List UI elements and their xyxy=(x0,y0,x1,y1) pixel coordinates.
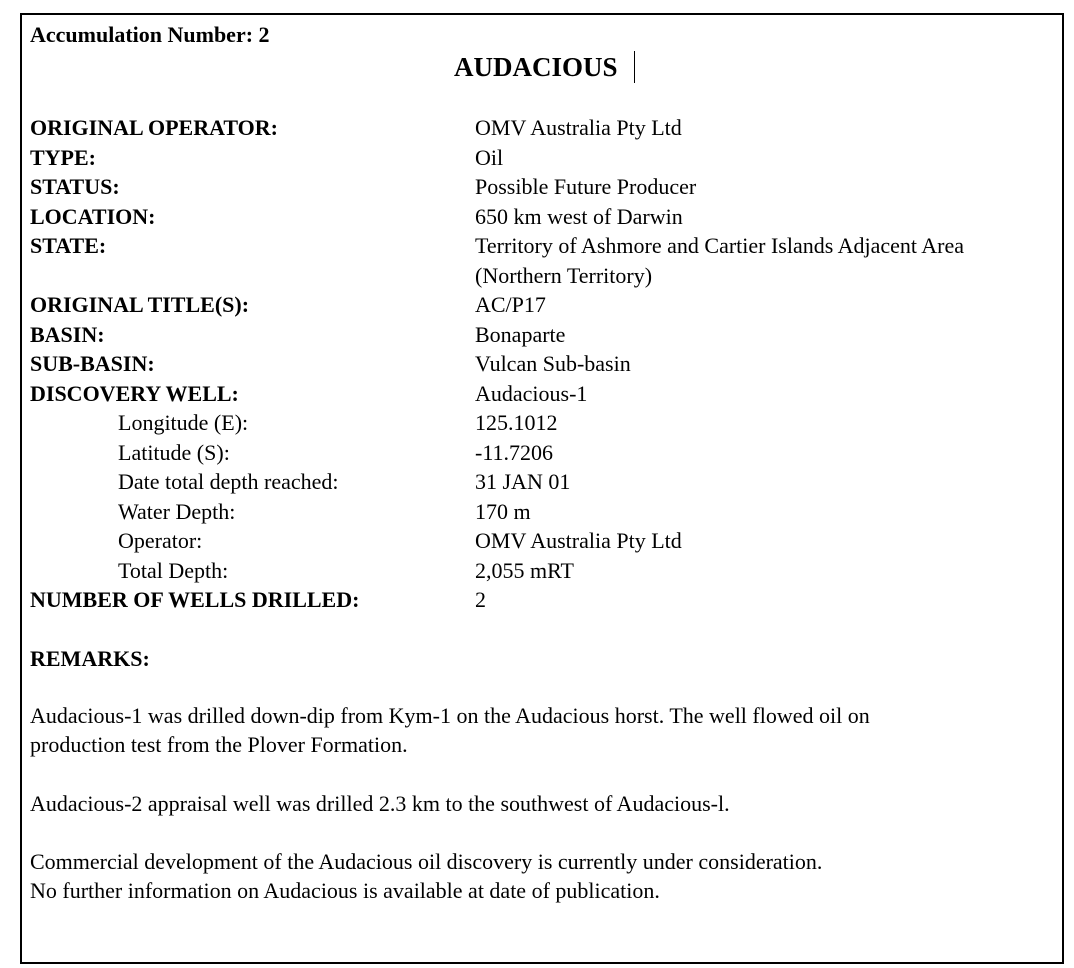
field-value: Vulcan Sub-basin xyxy=(475,351,631,376)
field-label: TYPE: xyxy=(30,144,96,170)
field-value: -11.7206 xyxy=(475,439,554,465)
field-row-location xyxy=(30,202,1050,232)
field-label: Longitude (E): xyxy=(118,410,249,435)
field-row-discovery-well xyxy=(30,379,1050,409)
accumulation-number: Accumulation Number: 2 xyxy=(30,22,270,47)
field-label: DISCOVERY WELL: xyxy=(30,380,239,406)
field-label: STATUS: xyxy=(30,174,120,199)
field-value: OMV Australia Pty Ltd xyxy=(475,115,682,140)
remarks-paragraph xyxy=(30,701,1030,759)
text-cursor xyxy=(634,51,635,83)
field-row-date-total-depth xyxy=(30,467,1050,497)
field-value: 125.1012 xyxy=(475,410,558,435)
field-value: (Northern Territory) xyxy=(475,262,653,288)
field-label: BASIN: xyxy=(30,321,105,347)
remarks-line: Audacious-1 was drilled down-dip from Kym-1 on the Audacious horst. The well flowed oil on xyxy=(30,703,870,728)
remarks-line: production test from the Plover Formation. xyxy=(30,732,408,757)
field-label: LOCATION: xyxy=(30,203,156,229)
field-label: NUMBER OF WELLS DRILLED: xyxy=(30,587,360,612)
field-value: 170 m xyxy=(475,498,531,524)
remarks-line: Audacious-2 appraisal well was drilled 2.3 km to the southwest of Audacious-l. xyxy=(30,791,730,816)
field-value: Audacious-1 xyxy=(475,380,588,406)
field-label: STATE: xyxy=(30,233,107,258)
field-row-total-depth xyxy=(30,556,1050,586)
field-label: ORIGINAL TITLE(S): xyxy=(30,292,250,317)
field-row-latitude xyxy=(30,438,1050,468)
field-row-water-depth xyxy=(30,497,1050,527)
remarks-paragraph xyxy=(30,847,1030,905)
field-value: 2,055 mRT xyxy=(475,557,574,583)
field-row-status xyxy=(30,172,1050,202)
field-row-state-continued xyxy=(30,261,1050,291)
field-label xyxy=(30,261,475,291)
field-table xyxy=(30,113,1050,615)
field-value: AC/P17 xyxy=(475,292,546,317)
field-row-basin xyxy=(30,320,1050,350)
field-value: 650 km west of Darwin xyxy=(475,203,683,229)
field-value: Territory of Ashmore and Cartier Islands Adjacent Area xyxy=(475,233,965,258)
field-label: ORIGINAL OPERATOR: xyxy=(30,115,278,140)
field-label: Operator: xyxy=(118,528,203,553)
field-row-operator xyxy=(30,526,1050,556)
document-title: AUDACIOUS xyxy=(454,52,618,82)
field-label: SUB-BASIN: xyxy=(30,351,155,376)
field-value: 31 JAN 01 xyxy=(475,469,571,494)
field-label: Water Depth: xyxy=(118,498,236,524)
field-row-longitude xyxy=(30,408,1050,438)
field-row-original-titles xyxy=(30,290,1050,320)
field-value: OMV Australia Pty Ltd xyxy=(475,528,682,553)
field-label: Latitude (S): xyxy=(118,439,230,465)
field-row-state xyxy=(30,231,1050,261)
field-row-original-operator xyxy=(30,113,1050,143)
field-value: 2 xyxy=(475,587,486,612)
document-frame xyxy=(20,13,1064,964)
remarks-paragraph xyxy=(30,789,1030,818)
field-label: Date total depth reached: xyxy=(118,469,339,494)
field-row-type xyxy=(30,143,1050,173)
field-value: Bonaparte xyxy=(475,321,566,347)
field-value: Possible Future Producer xyxy=(475,174,697,199)
field-row-number-of-wells xyxy=(30,585,1050,615)
field-row-sub-basin xyxy=(30,349,1050,379)
field-label: Total Depth: xyxy=(118,557,229,583)
remarks-heading: REMARKS: xyxy=(30,646,150,671)
remarks-line: No further information on Audacious is available at date of publication. xyxy=(30,878,660,903)
remarks-line: Commercial development of the Audacious oil discovery is currently under consideration. xyxy=(30,849,823,874)
field-value: Oil xyxy=(475,144,504,170)
